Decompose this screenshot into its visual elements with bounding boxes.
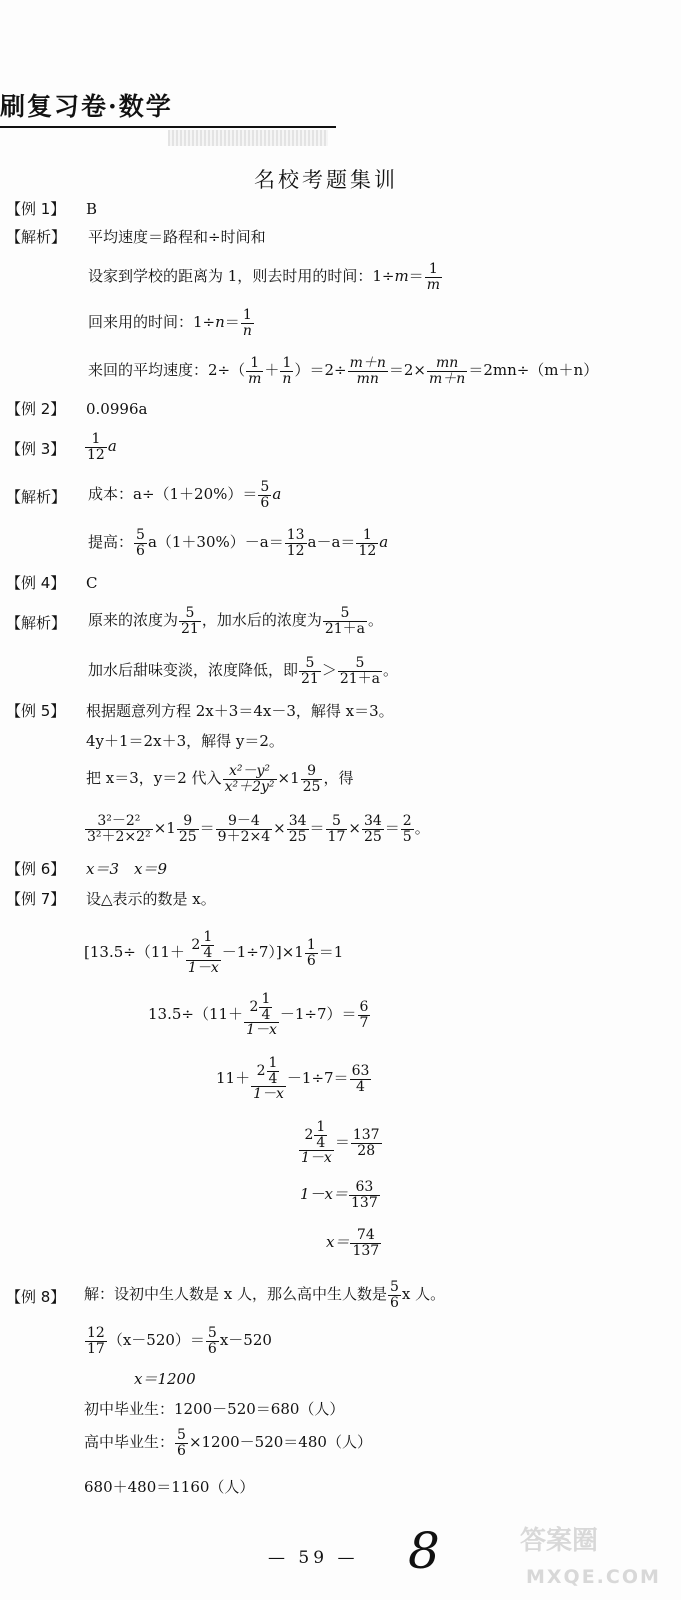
header-rule — [0, 126, 336, 128]
ex7-step1: [13.5÷（11＋ 2 $\frac{1}{4}$ 1－x －1÷7）]×1 $\frac{1}{6}$ ＝1 — [84, 929, 344, 977]
ex8-line2: $\frac{12}{17}$ （x－520）＝ $\frac{5}{6}$ x－520 — [87, 1325, 272, 1357]
ex4-label: 【例 4】 — [6, 574, 66, 592]
handwritten-mark: 8 — [408, 1522, 440, 1580]
section-title: 名校考题集训 — [254, 168, 398, 192]
ex7-step4: 2 $\frac{1}{4}$ 1－x ＝ $\frac{137}{28}$ — [301, 1119, 380, 1167]
ex7-label: 【例 7】 — [6, 890, 66, 908]
ex3-analysis-label: 【解析】 — [6, 488, 67, 506]
ex1-answer: B — [86, 200, 98, 218]
watermark-url: MXQE.COM — [526, 1566, 661, 1588]
ex3-line2: 提高： $\frac{5}{6}$ a（1＋30%）－a＝ $\frac{13}{12}$ a－a＝ $\frac{1}{12}$ a — [88, 527, 389, 559]
ex3-label: 【例 3】 — [6, 440, 66, 458]
ex8-line1: 解：设初中生人数是 x 人，那么高中生人数是 $\frac{5}{6}$ x 人。 — [84, 1279, 446, 1311]
ex8-label: 【例 8】 — [6, 1288, 66, 1306]
ex3-line1: 成本：a÷（1＋20%）＝ $\frac{5}{6}$ a — [88, 479, 282, 511]
ex5-line1: 根据题意列方程 2x＋3＝4x－3，解得 x＝3。 — [86, 702, 394, 720]
ex2-answer: 0.0996a — [86, 400, 148, 418]
ex4-answer: C — [86, 574, 98, 592]
ex5-line4: $\frac{\text{3²－2²}}{\text{3²＋2×2²}}$ ×1 $\frac{9}{25}$ ＝ $\frac{9-4}{9+2\times 4}$ × $\frac{34}{25}$ ＝ $\frac{5}{17}$ × $\frac{34}{25}$ ＝ $\frac{2}{5}$ 。 — [87, 813, 430, 845]
ex1-line3: 回来用的时间：1÷n＝ $\frac{1}{n}$ — [88, 307, 252, 339]
ex8-line4: 初中毕业生：1200－520＝680（人） — [84, 1400, 345, 1418]
ex1-analysis-label: 【解析】 — [6, 228, 67, 246]
ex7-intro: 设△表示的数是 x。 — [86, 890, 216, 908]
ex1-line4: 来回的平均速度：2÷（ $\frac{1}{m}$ ＋ $\frac{1}{n}$ ）＝2÷ $\frac{m+n}{mn}$ ＝2× $\frac{mn}{m+n}$ ＝2mn÷（m＋n） — [88, 355, 599, 387]
ex5-line3: 把 x＝3，y＝2 代入 $\frac{\text{x²－y²}}{\text{x²＋2y²}}$ ×1 $\frac{9}{25}$ ，得 — [86, 763, 354, 795]
ex1-line1: 平均速度＝路程和÷时间和 — [88, 228, 266, 246]
ex5-label: 【例 5】 — [6, 702, 66, 720]
watermark-logo: 答案圈 — [520, 1526, 599, 1556]
ex4-line1: 原来的浓度为 $\frac{5}{21}$ ，加水后的浓度为 $\frac{5}{21+a}$ 。 — [88, 605, 384, 637]
ex8-line5: 高中毕业生： $\frac{5}{6}$ ×1200－520＝480（人） — [84, 1427, 372, 1459]
ex6-label: 【例 6】 — [6, 860, 66, 878]
ex7-step5: 1－x＝ $\frac{63}{137}$ — [300, 1179, 378, 1211]
ex7-step6: x＝ $\frac{74}{137}$ — [326, 1227, 380, 1259]
ex7-step3: 11＋ 2 $\frac{1}{4}$ 1－x －1÷7＝ $\frac{63}{4}$ — [216, 1055, 370, 1103]
ex2-label: 【例 2】 — [6, 400, 66, 418]
ex8-line6: 680＋480＝1160（人） — [84, 1478, 255, 1496]
ex6-answer: x＝3 x＝9 — [86, 860, 168, 878]
page-number: — 59 — — [268, 1548, 359, 1568]
ex8-line3: x＝1200 — [134, 1370, 196, 1388]
book-header: 刷复习卷·数学 — [0, 92, 173, 121]
ex1-line2: 设家到学校的距离为 1，则去时用的时间：1÷m＝ $\frac{1}{m}$ — [88, 261, 440, 293]
ex5-line2: 4y＋1＝2x＋3，解得 y＝2。 — [86, 732, 284, 750]
ex4-line2: 加水后甜味变淡，浓度降低，即 $\frac{5}{21}$ ＞ $\frac{5}{21+a}$ 。 — [88, 655, 399, 687]
ex4-analysis-label: 【解析】 — [6, 614, 67, 632]
ex1-label: 【例 1】 — [6, 200, 66, 218]
ex3-answer: $\frac{1}{12}$ a — [87, 431, 117, 463]
ex7-step2: 13.5÷（11＋ 2 $\frac{1}{4}$ 1－x －1÷7）＝ $\frac{6}{7}$ — [148, 991, 369, 1039]
scan-smudge — [168, 130, 328, 146]
